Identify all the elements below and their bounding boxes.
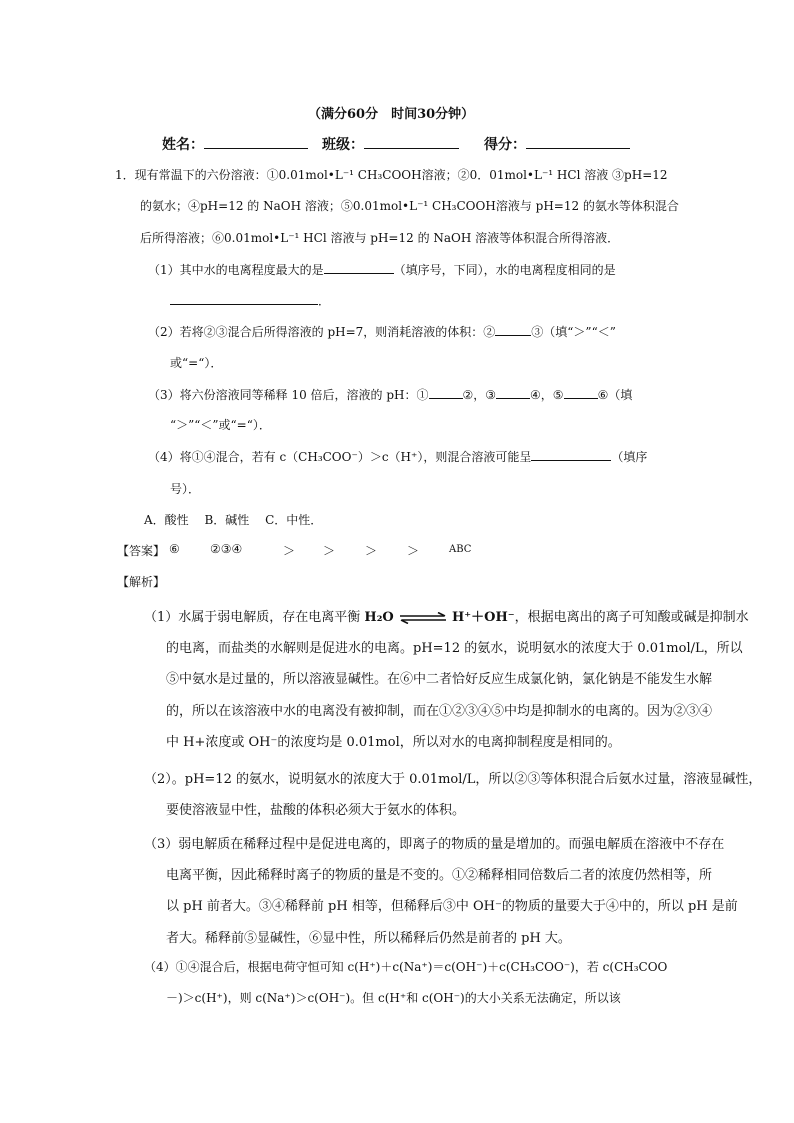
- sub2-text-b: ③（填“＞”“＜”: [531, 325, 616, 339]
- sub4-text-c: 号）．: [170, 482, 201, 496]
- answer-blank-4[interactable]: [429, 386, 463, 399]
- equilibrium-products: H⁺＋OH⁻: [452, 610, 515, 625]
- analysis-label: 【解析】: [117, 575, 166, 589]
- equilibrium-reactant: H₂O: [364, 610, 394, 625]
- class-field-row: [322, 133, 459, 154]
- subquestion-1: [148, 261, 616, 278]
- equilibrium-arrow-icon: [398, 612, 448, 624]
- score-field[interactable]: [526, 133, 630, 149]
- class-label: 班级：: [322, 137, 364, 153]
- sub3-text-e: “＞”“＜”或“=“）．: [170, 418, 271, 432]
- answer-blank-6[interactable]: [564, 386, 598, 399]
- question-line-2: 的氨水；④pH=12 的 NaOH 溶液；⑤0.01mol•L⁻¹ CH₃COOH溶液与 pH=12 的氨水等体积混合: [140, 199, 679, 213]
- answer-label: 【答案】: [117, 544, 166, 558]
- answer-blank-1[interactable]: [324, 261, 394, 274]
- sub3-text-d: ⑥（填: [597, 388, 633, 402]
- question-line-1: 1．现有常温下的六份溶液：①0.01mol•L⁻¹ CH₃COOH溶液；②0．01mol•L⁻¹ HCl 溶液 ③pH=12: [115, 168, 668, 182]
- analysis-p3-line2: 电离平衡，因此稀释时离子的物质的量是不变的。①②稀释相同倍数后二者的浓度仍然相等，所: [166, 868, 713, 883]
- analysis-p1-text-a: （1）水属于弱电解质，存在电离平衡: [144, 610, 361, 625]
- sub4-text-b: （填序: [611, 450, 648, 464]
- analysis-p2-line1: （2）。pH=12 的氨水，说明氨水的浓度大于 0.01mol/L，所以②③等体积混合后氨水过量，溶液显碱性，: [144, 772, 762, 787]
- analysis-p2-line2: 要使溶液显中性，盐酸的体积必须大于氨水的体积。: [166, 803, 466, 818]
- sub1-text-a: （1）其中水的电离程度最大的是: [148, 263, 324, 277]
- sub1-text-b: （填序号，下同），水的电离程度相同的是: [393, 263, 616, 277]
- score-label: 得分：: [484, 137, 526, 153]
- answer-blank-5[interactable]: [496, 386, 530, 399]
- subquestion-1-cont: [170, 292, 330, 309]
- class-field[interactable]: [364, 133, 459, 149]
- answer-value-3: ＞: [283, 544, 296, 558]
- name-field[interactable]: [204, 133, 308, 149]
- subquestion-2: [148, 323, 616, 340]
- answer-value-5: ＞: [365, 544, 378, 558]
- subquestion-4: [148, 448, 647, 465]
- analysis-p4-line2: －)＞c(H⁺)，则 c(Na⁺)＞c(OH⁻)。但 c(H⁺和 c(OH⁻)的大小关系无法确定，所以该: [166, 991, 621, 1005]
- sub3-text-a: （3）将六份溶液同等稀释 10 倍后，溶液的 pH：①: [148, 388, 429, 402]
- subquestion-3: [148, 386, 632, 403]
- analysis-p1-line4: 的，所以在该溶液中水的电离没有被抑制，而在①②③④⑤中均是抑制水的电离的。因为②③④: [166, 704, 713, 719]
- name-field-row: [162, 133, 308, 154]
- answer-value-4: ＞: [323, 544, 336, 558]
- analysis-p1-text-b: ，根据电离出的离子可知酸或碱是抑制水: [514, 610, 749, 625]
- sub2-text-a: （2）若将②③混合后所得溶液的 pH=7，则消耗溶液的体积：②: [148, 325, 496, 339]
- sub3-text-c: ④，⑤: [530, 388, 564, 402]
- answer-value-6: ＞: [407, 544, 420, 558]
- exam-subtitle: （满分60分 时间30分钟）: [308, 107, 475, 122]
- analysis-p1-line1: [144, 606, 749, 625]
- answer-value-7: ABC: [449, 544, 472, 555]
- analysis-p3-line3: 以 pH 前者大。③④稀释前 pH 相等，但稀释后③中 OH⁻的物质的量要大于④中的，所以 pH 是前: [166, 899, 738, 914]
- sub3-text-b: ②，③: [462, 388, 497, 402]
- options-line: A．酸性 B．碱性 C．中性．: [144, 513, 323, 527]
- sub2-text-c: 或“=“）．: [170, 356, 223, 370]
- answer-value-1: ⑥: [169, 542, 180, 556]
- answer-value-2: ②③④: [210, 542, 243, 556]
- analysis-p1-line2: 的电离，而盐类的水解则是促进水的电离。pH=12 的氨水，说明氨水的浓度大于 0.01mol/L，所以: [166, 641, 743, 656]
- answer-blank-7[interactable]: [531, 448, 611, 461]
- question-line-3: 后所得溶液；⑥0.01mol•L⁻¹ HCl 溶液与 pH=12 的 NaOH 溶液等体积混合所得溶液．: [140, 231, 620, 245]
- analysis-p4-line1: （4）①④混合后，根据电荷守恒可知 c(H⁺)＋c(Na⁺)＝c(OH⁻)＋c(CH₃COO⁻)，若 c(CH₃COO: [144, 960, 668, 974]
- score-field-row: [484, 133, 630, 154]
- analysis-p1-line5: 中 H+浓度或 OH⁻的浓度均是 0.01mol，所以对水的电离抑制程度是相同的。: [166, 735, 621, 750]
- answer-blank-3[interactable]: [495, 323, 531, 336]
- answer-blank-2[interactable]: [170, 292, 318, 305]
- sub1-end: ．: [318, 294, 331, 308]
- analysis-p1-line3: ⑤中氨水是过量的，所以溶液显碱性。在⑥中二者恰好反应生成氯化钠，氯化钠是不能发生水解: [166, 672, 713, 687]
- analysis-p3-line1: （3）弱电解质在稀释过程中是促进电离的，即离子的物质的量是增加的。而强电解质在溶液中不存在: [144, 837, 725, 852]
- name-label: 姓名：: [162, 137, 204, 153]
- sub4-text-a: （4）将①④混合，若有 c（CH₃COO⁻）＞c（H⁺），则混合溶液可能呈: [148, 450, 532, 464]
- analysis-p3-line4: 者大。稀释前⑤显碱性，⑥显中性，所以稀释后仍然是前者的 pH 大。: [166, 931, 571, 946]
